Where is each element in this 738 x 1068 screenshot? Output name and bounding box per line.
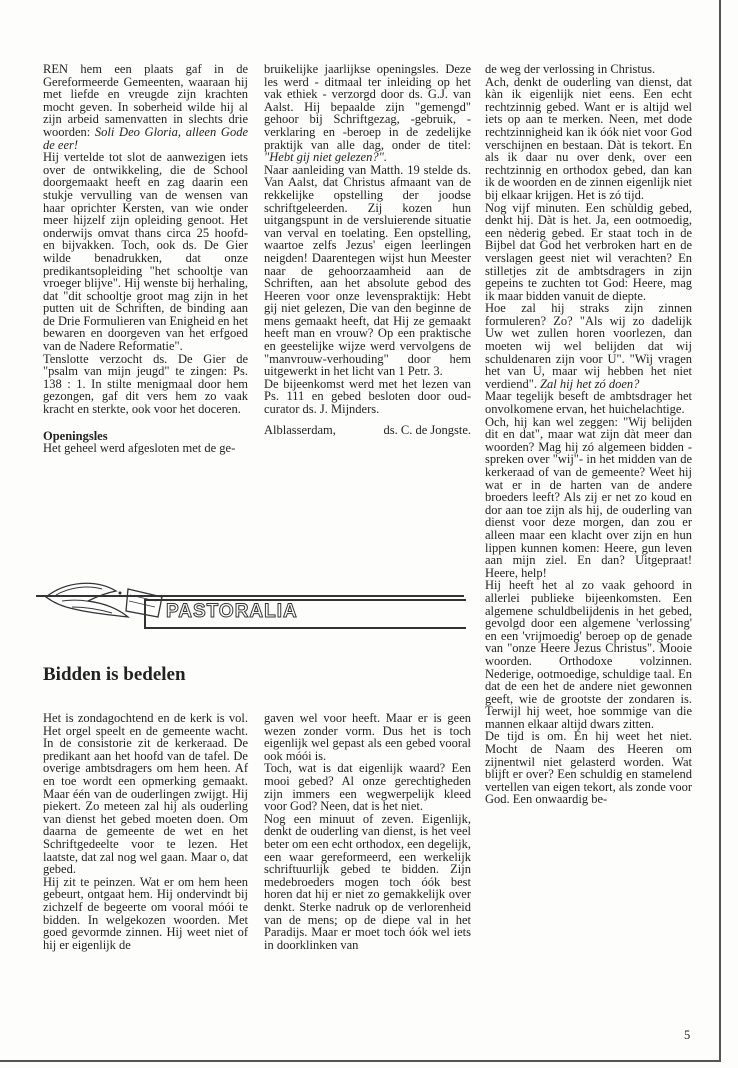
- paragraph: Nog een minuut of zeven. Eigenlijk, denkt de ouderling van dienst, is het veel beter om een echt orthodox, een degelijk, een waar gereformeerd, een werkelijk schriftuurlijk gebed te bidden. Zijn medebroeders mogen toch óók best horen dat hij er niet zo gemakkelijk over denkt. Sterke nadruk op de verlorenheid van de mens; op de diepe val in het Paradijs. Maar er moet toch óók wel iets in doorklinken van: [264, 811, 471, 952]
- banner-rule: [36, 595, 464, 597]
- paragraph: Het geheel werd afgesloten met de ge-: [43, 441, 236, 456]
- page-number: 5: [684, 1028, 691, 1042]
- banner-title: PASTORALIA: [166, 601, 298, 622]
- paragraph: Het is zondagochtend en de kerk is vol. Het orgel speelt en de gemeente wacht. In de consistorie zit de kerkeraad. De predikant aan het hoofd van de tafel. De overige ambtsdragers om hem heen. Af en toe wordt een opmerking gemaakt. Maar één van de ouderlingen zwijgt. Hij piekert. Zo meteen zal hij als ouderling van dienst het gebed moeten doen. Om daarna de gemeente de wet en het Schriftgedeelte voor te lezen. Het laatste, dat zal nog wel gaan. Maar o, dat gebed.: [43, 711, 248, 877]
- paragraph: De bijeenkomst werd met het lezen van Ps. 111 en gebed besloten door oud-curator ds. J. Mijnders.: [264, 376, 471, 417]
- paragraph: REN hem een plaats gaf in de Gereformeerde Gemeenten, waaraan hij met liefde en vreugde zijn krachten mocht geven. In soberheid wilde hij al zijn arbeid samenvatten in slechts drie woorden: Soli Deo Gloria, alleen Gode de eer!: [43, 62, 248, 152]
- latin-quote: Soli Deo Gloria, alleen Gode de eer!: [43, 124, 248, 152]
- paragraph: Nog vijf minuten. Een schùldig gebed, denkt hij. Dàt is het. Ja, een ootmoedig, een nèderig gebed. Er staat toch in de Bijbel dat God het verbroken hart en de verslagen geest niet wil verachten? En stilletjes zit de ambtsdragers in zijn gepeins te zuchten tot God: Heere, mag ik maar bidden vanuit de diepte.: [485, 200, 692, 303]
- paragraph: gaven wel voor heeft. Maar er is geen wezen zonder vorm. Dus het is toch eigenlijk wel gepast als een gebed vooral ook móói is.: [264, 711, 471, 763]
- paragraph: Maar tegelijk beseft de ambtsdrager het onvolkomene ervan, het huichelachtige.: [485, 389, 692, 417]
- paragraph: Hij vertelde tot slot de aanwezigen iets over de ontwikkeling, die de School doorgemaakt heeft en zag daarin een stukje vervulling van de wensen van haar oprichter Kersten, van wie onder meer hijzelf zijn opleiding genoot. Het onderwijs omvat thans circa 25 hoofd- en bijvakken. Toch, ook ds. De Gier wilde benadrukken, dat onze predikantsopleiding "het schooltje van vroeger blijve". Hij wenste bij herhaling, dat "dit schooltje groot mag zijn in het putten uit de Schriften, de binding aan de Drie Formulieren van Enigheid en het bewaren en doorgeven van het erfgoed van de Nadere Reformatie".: [43, 150, 248, 354]
- paragraph: Naar aanleiding van Matth. 19 stelde ds. Van Aalst, dat Christus afmaant van de rekkelijke opstelling der joodse schriftgeleerden. Zij kozen hun uitgangspunt in de versluierende situatie van verval en toelating. Een opstelling, waartoe zelfs Jezus' eigen leerlingen neigden! Daarentegen wijst hun Meester naar de gehoorzaamheid aan de Schriften, aan het absolute gebod des Heeren voor onze levenspraktijk: Hebt gij niet gelezen, Die van den beginne de mens gemaakt heeft, dat Hij ze gemaakt heeft man en vrouw? Op een praktische en geestelijke wijze werd vervolgens de "manvrouw-verhouding" door hem uitgewerkt in het licht van 1 Petr. 3.: [264, 162, 471, 379]
- section-banner: [36, 577, 464, 627]
- column-1-bottom: [43, 712, 248, 951]
- question-quote: Zal hij het zó doen?: [540, 376, 640, 391]
- column-2-top: [264, 63, 471, 436]
- paragraph: Toch, wat is dat eigenlijk waard? Een mooi gebed? Al onze gerechtigheden zijn immers een wegwerpelijk kleed voor God? Neen, dat is het niet.: [264, 761, 471, 814]
- signature-name: ds. C. de Jongste.: [383, 422, 471, 437]
- paragraph: Hoe zal hij straks zijn zinnen formuleren? Zo? "Als wij zo dadelijk Uw wet zullen horen voorlezen, dan moeten wij wel belijden dat wij schuldenaren zijn voor U". "Wij vragen het van U, maar wij hebben het niet verdiend". Zal hij het zó doen?: [485, 301, 692, 391]
- column-1-top: [43, 63, 248, 455]
- paragraph: Hij zit te peinzen. Wat er om hem heen gebeurt, ontgaat hem. Hij ondervindt bij zichzelf de begeerte om vooral móói te bidden. In welgekozen woorden. Met goed gevormde zinnen. Hij weet niet of hij er eigenlijk de: [43, 874, 248, 952]
- column-2-bottom: [264, 712, 471, 951]
- paragraph: de weg der verlossing in Christus.: [485, 62, 656, 76]
- lecture-title: "Hebt gij niet gelezen?".: [264, 150, 387, 165]
- paragraph: Tenslotte verzocht ds. De Gier de "psalm van mijn jeugd" te zingen: Ps. 138 : 1. In stilte menigmaal door hem gezongen, gaf dit vers hem zo vaak kracht en sterkte, ook voor het doceren.: [43, 351, 248, 417]
- paragraph: bruikelijke jaarlijkse openingsles. Deze les werd - ditmaal ter inleiding op het vak ethiek - verzorgd door ds. G.J. van Aalst. Hij bepaalde zijn "gemengd" gehoor bij Schriftgezag, -gebruik, -verklaring en -beroep in de zedelijke praktijk van alle dag, onder de titel: "Hebt gij niet gelezen?".: [264, 62, 471, 165]
- paragraph: Ach, denkt de ouderling van dienst, dat kàn ik eigenlijk niet eens. Een echt rechtzinnig gebed. Want er is altijd wel iets op aan te merken. Neen, met dode rechtzinnigheid kan ik óók niet voor God verschijnen en bestaan. Dàt is tekort. En als ik daar nu over denk, over een rechtzinnig en orthodox gebed, dan kan ik de woorden en de zinnen eigenlijk niet bij elkaar krijgen. Het is zó tijd.: [485, 74, 692, 202]
- paragraph: Och, hij kan wel zeggen: "Wij belijden dit en dat", maar wat zijn dàt meer dan woorden? Mag hij zó algemeen bidden -spreken over "wij"- in het midden van de kerkeraad of van de gemeente? Weet hij wat er in de harten van de andere broeders leeft? Als zij er net zo koud en dor aan toe zijn als hij, de ouderling van dienst voor deze morgen, dan zou er alleen maar een klacht over zijn en hun lippen kunnen komen: Heere, gun leven aan mijn ziel. En dan? Uitgepraat! Heere, help!: [485, 414, 692, 580]
- signature-place: Alblasserdam,: [264, 422, 336, 437]
- page-border-bottom: [0, 1060, 721, 1062]
- page-border-right: [719, 0, 721, 1062]
- column-3: [485, 63, 692, 806]
- paragraph: De tijd is om. En hij weet het niet. Mocht de Naam des Heeren om zijnentwil niet gelasterd worden. Wat blijft er over? Een schuldig en stamelend vertellen van eigen tekort, als zonde voor God. Een onwaardig be-: [485, 729, 692, 807]
- openingsles-heading: Openingsles: [43, 428, 108, 443]
- signature: [264, 424, 471, 437]
- article-title: Bidden is bedelen: [43, 664, 186, 685]
- paragraph: Hij heeft het al zo vaak gehoord in allerlei publieke bijeenkomsten. Een algemene schuldbelijdenis in het gebed, gevolgd door een algemene 'verlossing' en een 'vrijmoedig' beroep op de genade van "onze Heere Jezus Christus". Mooie woorden. Orthodoxe volzinnen. Nederige, ootmoedige, schuldige taal. En dat de een het de andere niet gewonnen geeft, wie de grootste der zondaren is. Terwijl hij weet, hoe sommige van die mannen elkaar altijd dwars zitten.: [485, 578, 692, 731]
